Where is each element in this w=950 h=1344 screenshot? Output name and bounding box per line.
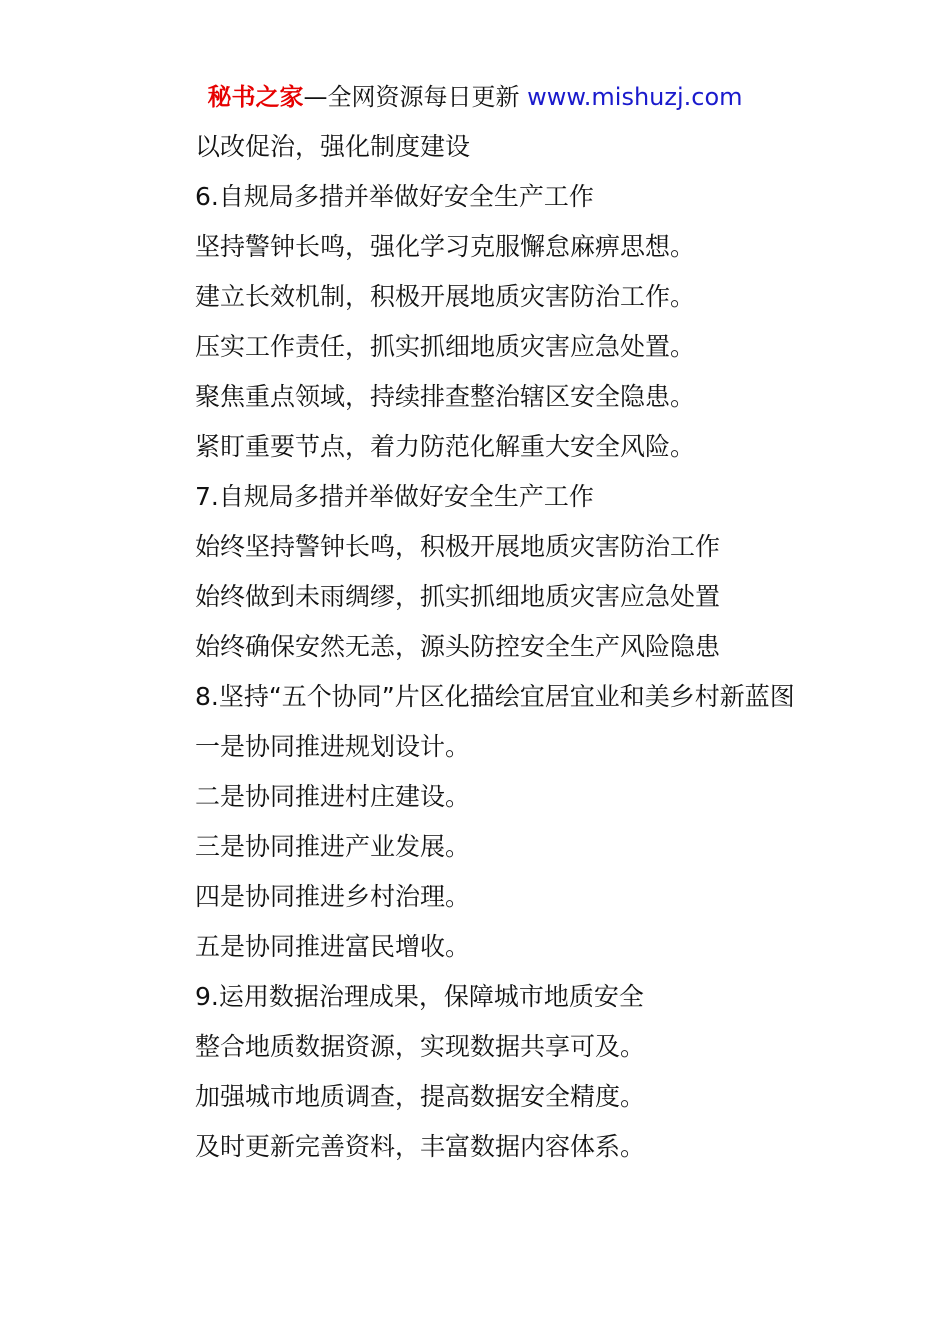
paragraph-line: 一是协同推进规划设计。 (195, 732, 471, 761)
paragraph-line: 紧盯重要节点，着力防范化解重大安全风险。 (195, 432, 696, 461)
paragraph-line: 以改促治，强化制度建设 (195, 132, 471, 161)
paragraph-line: 压实工作责任，抓实抓细地质灾害应急处置。 (195, 332, 696, 361)
header-tagline: —全网资源每日更新 (303, 83, 520, 111)
paragraph-line: 及时更新完善资料，丰富数据内容体系。 (195, 1132, 646, 1161)
paragraph-line: 始终坚持警钟长鸣，积极开展地质灾害防治工作 (195, 532, 721, 561)
paragraph-line: 加强城市地质调查，提高数据安全精度。 (195, 1082, 646, 1111)
paragraph-line: 整合地质数据资源，实现数据共享可及。 (195, 1032, 646, 1061)
paragraph-line: 五是协同推进富民增收。 (195, 932, 471, 961)
brand-name: 秘书之家 (207, 83, 304, 111)
paragraph-line: 始终做到未雨绸缪，抓实抓细地质灾害应急处置 (195, 582, 721, 611)
paragraph-line: 四是协同推进乡村治理。 (195, 882, 471, 911)
document-body (145, 122, 815, 1172)
site-url[interactable]: www.mishuzj.com (527, 83, 743, 111)
section-heading: 8.坚持“五个协同”片区化描绘宜居宜业和美乡村新蓝图 (195, 682, 795, 711)
paragraph-line: 坚持警钟长鸣，强化学习克服懈怠麻痹思想。 (195, 232, 696, 261)
page-header (0, 80, 950, 114)
paragraph-line: 聚焦重点领域，持续排查整治辖区安全隐患。 (195, 382, 696, 411)
section-heading: 9.运用数据治理成果，保障城市地质安全 (195, 982, 644, 1011)
paragraph-line: 建立长效机制，积极开展地质灾害防治工作。 (195, 282, 696, 311)
paragraph-line: 始终确保安然无恙，源头防控安全生产风险隐患 (195, 632, 721, 661)
paragraph-line: 二是协同推进村庄建设。 (195, 782, 471, 811)
section-heading: 6.自规局多措并举做好安全生产工作 (195, 182, 594, 211)
section-heading: 7.自规局多措并举做好安全生产工作 (195, 482, 594, 511)
paragraph-line: 三是协同推进产业发展。 (195, 832, 471, 861)
